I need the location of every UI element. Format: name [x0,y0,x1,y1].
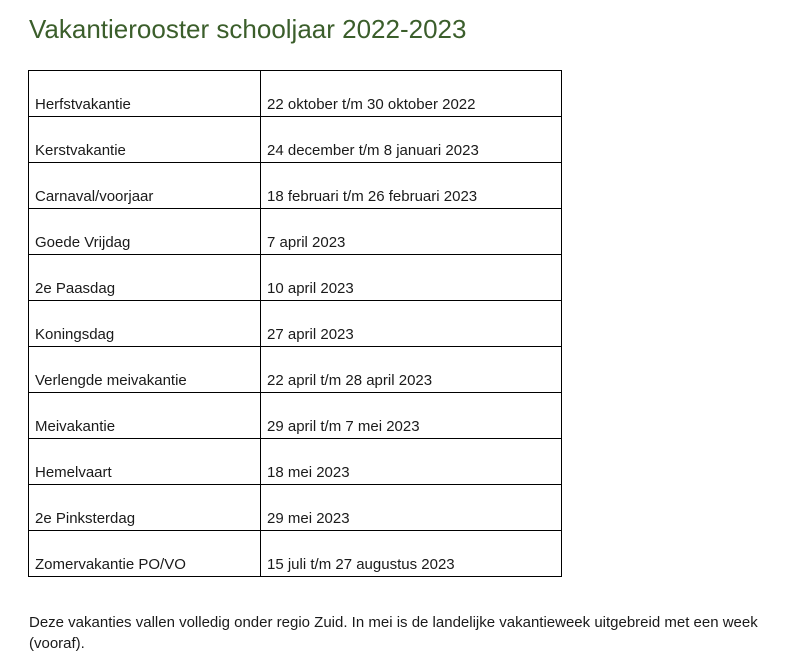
holiday-dates: 29 april t/m 7 mei 2023 [261,393,562,439]
holiday-dates: 18 februari t/m 26 februari 2023 [261,163,562,209]
table-row [29,163,562,209]
holiday-dates: 22 april t/m 28 april 2023 [261,347,562,393]
holiday-dates: 7 april 2023 [261,209,562,255]
holiday-dates: 27 april 2023 [261,301,562,347]
holiday-name: Kerstvakantie [29,117,261,163]
holiday-name: Hemelvaart [29,439,261,485]
table-row [29,531,562,577]
holiday-name: Goede Vrijdag [29,209,261,255]
holiday-name: Verlengde meivakantie [29,347,261,393]
table-row [29,485,562,531]
table-row [29,393,562,439]
table-row [29,71,562,117]
holiday-name: Koningsdag [29,301,261,347]
table-row [29,301,562,347]
holiday-name: 2e Pinksterdag [29,485,261,531]
holiday-dates: 10 april 2023 [261,255,562,301]
table-row [29,255,562,301]
table-row [29,347,562,393]
footnote-text: Deze vakanties vallen volledig onder regio Zuid. In mei is de landelijke vakantieweek uitgebreid met een week (vooraf). [29,614,758,652]
holiday-name: Herfstvakantie [29,71,261,117]
holiday-name: 2e Paasdag [29,255,261,301]
holiday-schedule-table [28,70,562,577]
holiday-dates: 22 oktober t/m 30 oktober 2022 [261,71,562,117]
holiday-name: Carnaval/voorjaar [29,163,261,209]
holiday-dates: 15 juli t/m 27 augustus 2023 [261,531,562,577]
page-title: Vakantierooster schooljaar 2022-2023 [29,14,467,44]
holiday-name: Zomervakantie PO/VO [29,531,261,577]
table-row [29,209,562,255]
holiday-dates: 24 december t/m 8 januari 2023 [261,117,562,163]
holiday-dates: 18 mei 2023 [261,439,562,485]
table-row [29,117,562,163]
holiday-dates: 29 mei 2023 [261,485,562,531]
holiday-name: Meivakantie [29,393,261,439]
table-row [29,439,562,485]
